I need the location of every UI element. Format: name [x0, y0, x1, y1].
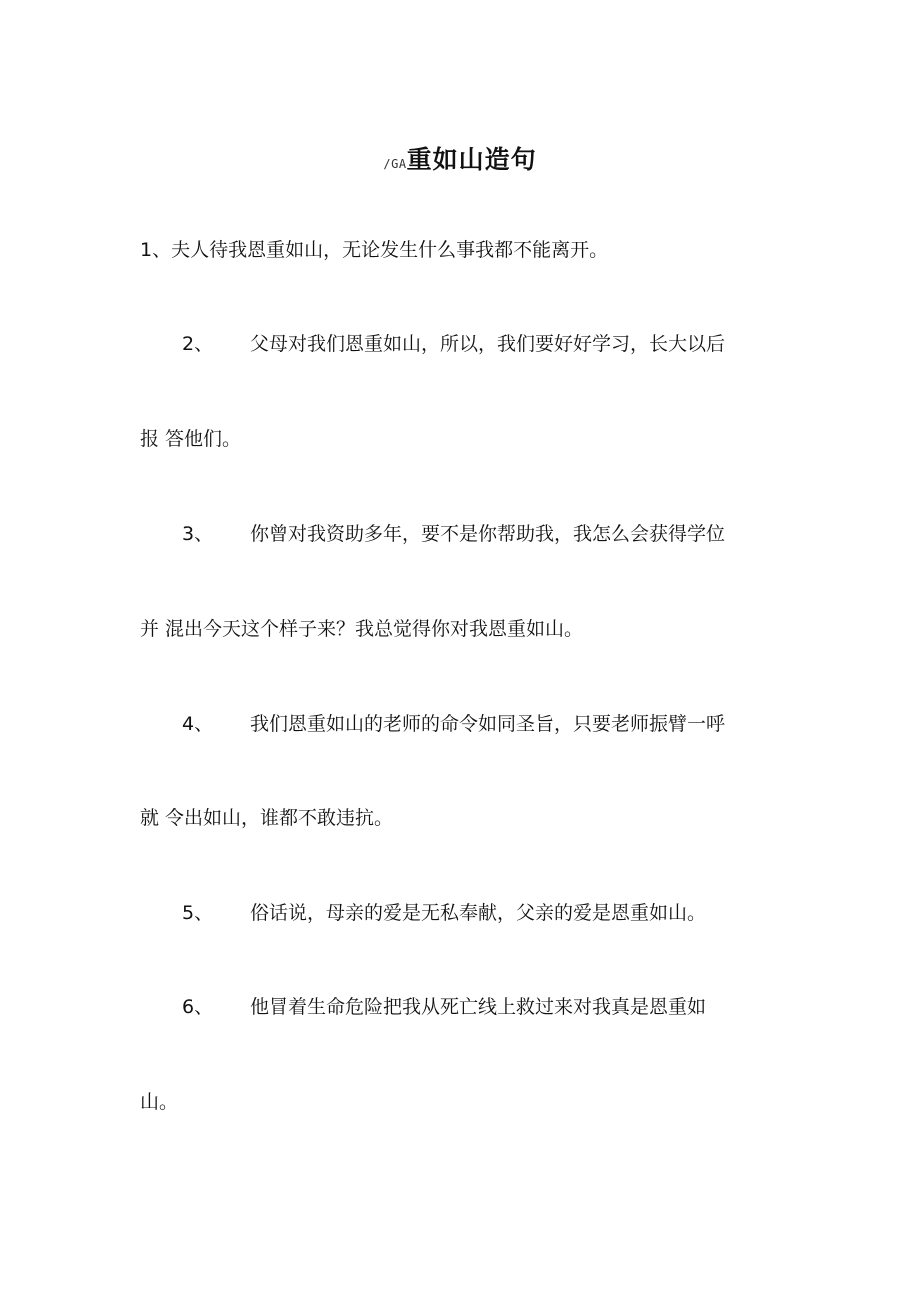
- sentence-4-line-1: 我们恩重如山的老师的命令如同圣旨，只要老师振臂一呼: [250, 713, 726, 735]
- title-text: 重如山造句: [406, 145, 537, 174]
- sentence-4-line-2: 就 令出如山，谁都不敢违抗。: [140, 807, 394, 829]
- sentence-1-line-1: 夫人待我恩重如山，无论发生什么事我都不能离开。: [171, 239, 609, 261]
- title-prefix: /GA: [383, 157, 407, 171]
- sentence-2-line-1: 父母对我们恩重如山，所以，我们要好好学习，长大以后: [250, 333, 726, 355]
- sentence-1: [140, 238, 608, 262]
- sentence-2-number: 2、: [182, 333, 214, 355]
- sentence-2-line-2: 报 答他们。: [140, 428, 242, 450]
- sentence-5-line-1: 俗话说，母亲的爱是无私奉献，父亲的爱是恩重如山。: [250, 902, 707, 924]
- sentence-5-number: 5、: [182, 902, 214, 924]
- sentence-6-line-1: 他冒着生命危险把我从死亡线上救过来对我真是恩重如: [250, 996, 707, 1018]
- sentence-6-line-2: 山。: [140, 1091, 179, 1113]
- sentence-3-line-1: 你曾对我资助多年，要不是你帮助我，我怎么会获得学位: [250, 523, 726, 545]
- sentence-1-number: 1、: [140, 239, 172, 261]
- page-title: [0, 140, 920, 176]
- sentence-3-line-2: 并 混出今天这个样子来？我总觉得你对我恩重如山。: [140, 618, 584, 640]
- sentence-6-number: 6、: [182, 996, 214, 1018]
- sentence-3-number: 3、: [182, 523, 214, 545]
- sentence-4-number: 4、: [182, 713, 214, 735]
